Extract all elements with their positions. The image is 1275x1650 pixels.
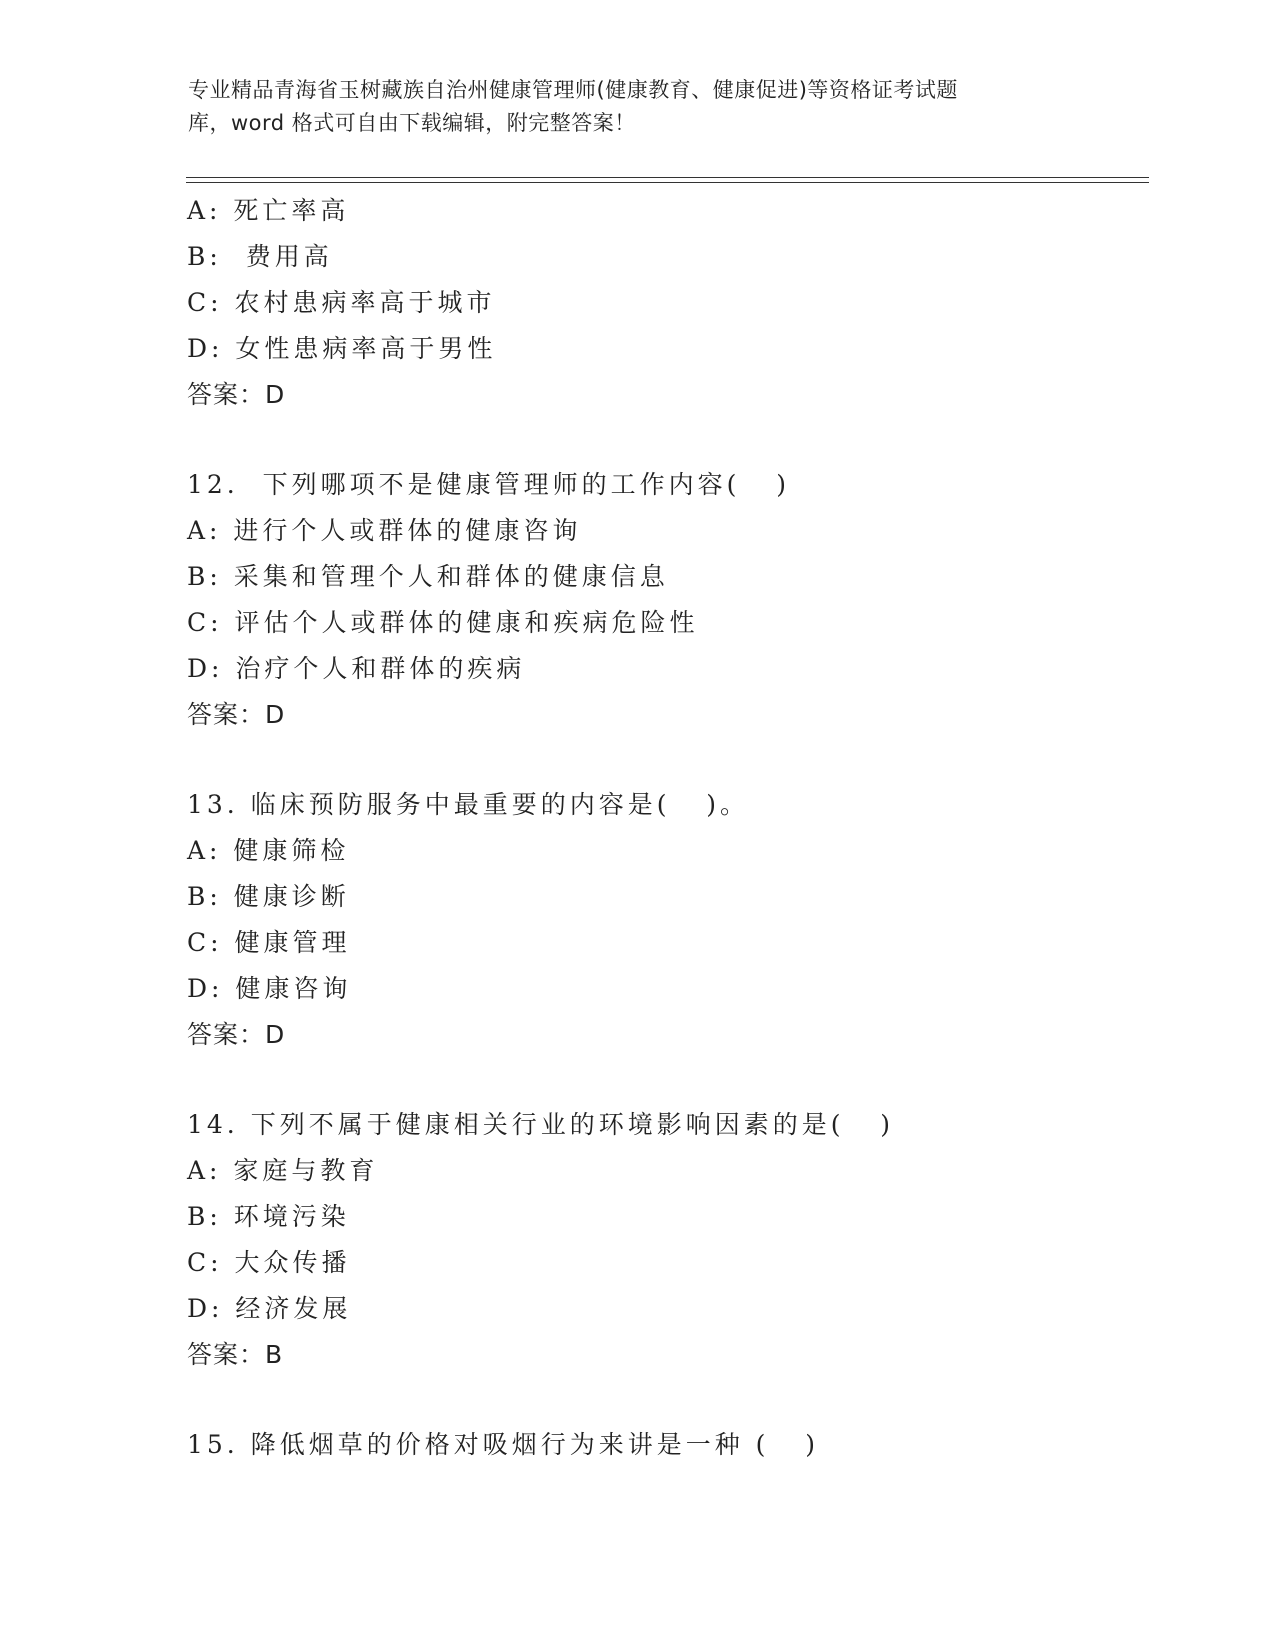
option-c: C: 农村患病率高于城市 <box>187 288 496 317</box>
document-header <box>188 74 1088 140</box>
answer-line: 答案：D <box>187 1020 286 1049</box>
question-block-11 <box>187 188 1147 418</box>
option-d: D: 健康咨询 <box>187 974 352 1003</box>
answer-line: 答案：D <box>187 700 286 729</box>
option-a: A: 健康筛检 <box>187 836 350 865</box>
question-block-12 <box>187 462 1147 738</box>
header-divider-bottom <box>186 182 1149 183</box>
question-block-15 <box>187 1422 1147 1468</box>
option-d: D: 治疗个人和群体的疾病 <box>187 654 526 683</box>
question-list <box>187 188 1147 1468</box>
header-divider-top <box>186 177 1149 178</box>
answer-line: 答案：B <box>187 1340 284 1369</box>
question-block-13 <box>187 782 1147 1058</box>
option-c: C: 大众传播 <box>187 1248 351 1277</box>
answer-line: 答案：D <box>187 380 286 409</box>
option-a: A: 死亡率高 <box>187 196 350 225</box>
option-c: C: 健康管理 <box>187 928 351 957</box>
option-b: B: 采集和管理个人和群体的健康信息 <box>187 562 669 591</box>
option-a: A: 家庭与教育 <box>187 1156 379 1185</box>
question-text: 15. 降低烟草的价格对吸烟行为来讲是一种 ( ) <box>187 1430 820 1459</box>
option-d: D: 女性患病率高于男性 <box>187 334 497 363</box>
option-a: A: 进行个人或群体的健康咨询 <box>187 516 582 545</box>
question-text: 12. 下列哪项不是健康管理师的工作内容( ) <box>187 470 791 499</box>
option-b: B: 环境污染 <box>187 1202 350 1231</box>
question-text: 13. 临床预防服务中最重要的内容是( )。 <box>187 790 750 819</box>
question-text: 14. 下列不属于健康相关行业的环境影响因素的是( ) <box>187 1110 895 1139</box>
option-d: D: 经济发展 <box>187 1294 352 1323</box>
question-block-14 <box>187 1102 1147 1378</box>
option-c: C: 评估个人或群体的健康和疾病危险性 <box>187 608 699 637</box>
header-line-1: 专业精品青海省玉树藏族自治州健康管理师(健康教育、健康促进)等资格证考试题 <box>188 78 958 102</box>
option-b: B: 健康诊断 <box>187 882 350 911</box>
option-b: B: 费用高 <box>187 242 333 271</box>
header-line-2: 库，word 格式可自由下载编辑，附完整答案！ <box>188 111 636 135</box>
